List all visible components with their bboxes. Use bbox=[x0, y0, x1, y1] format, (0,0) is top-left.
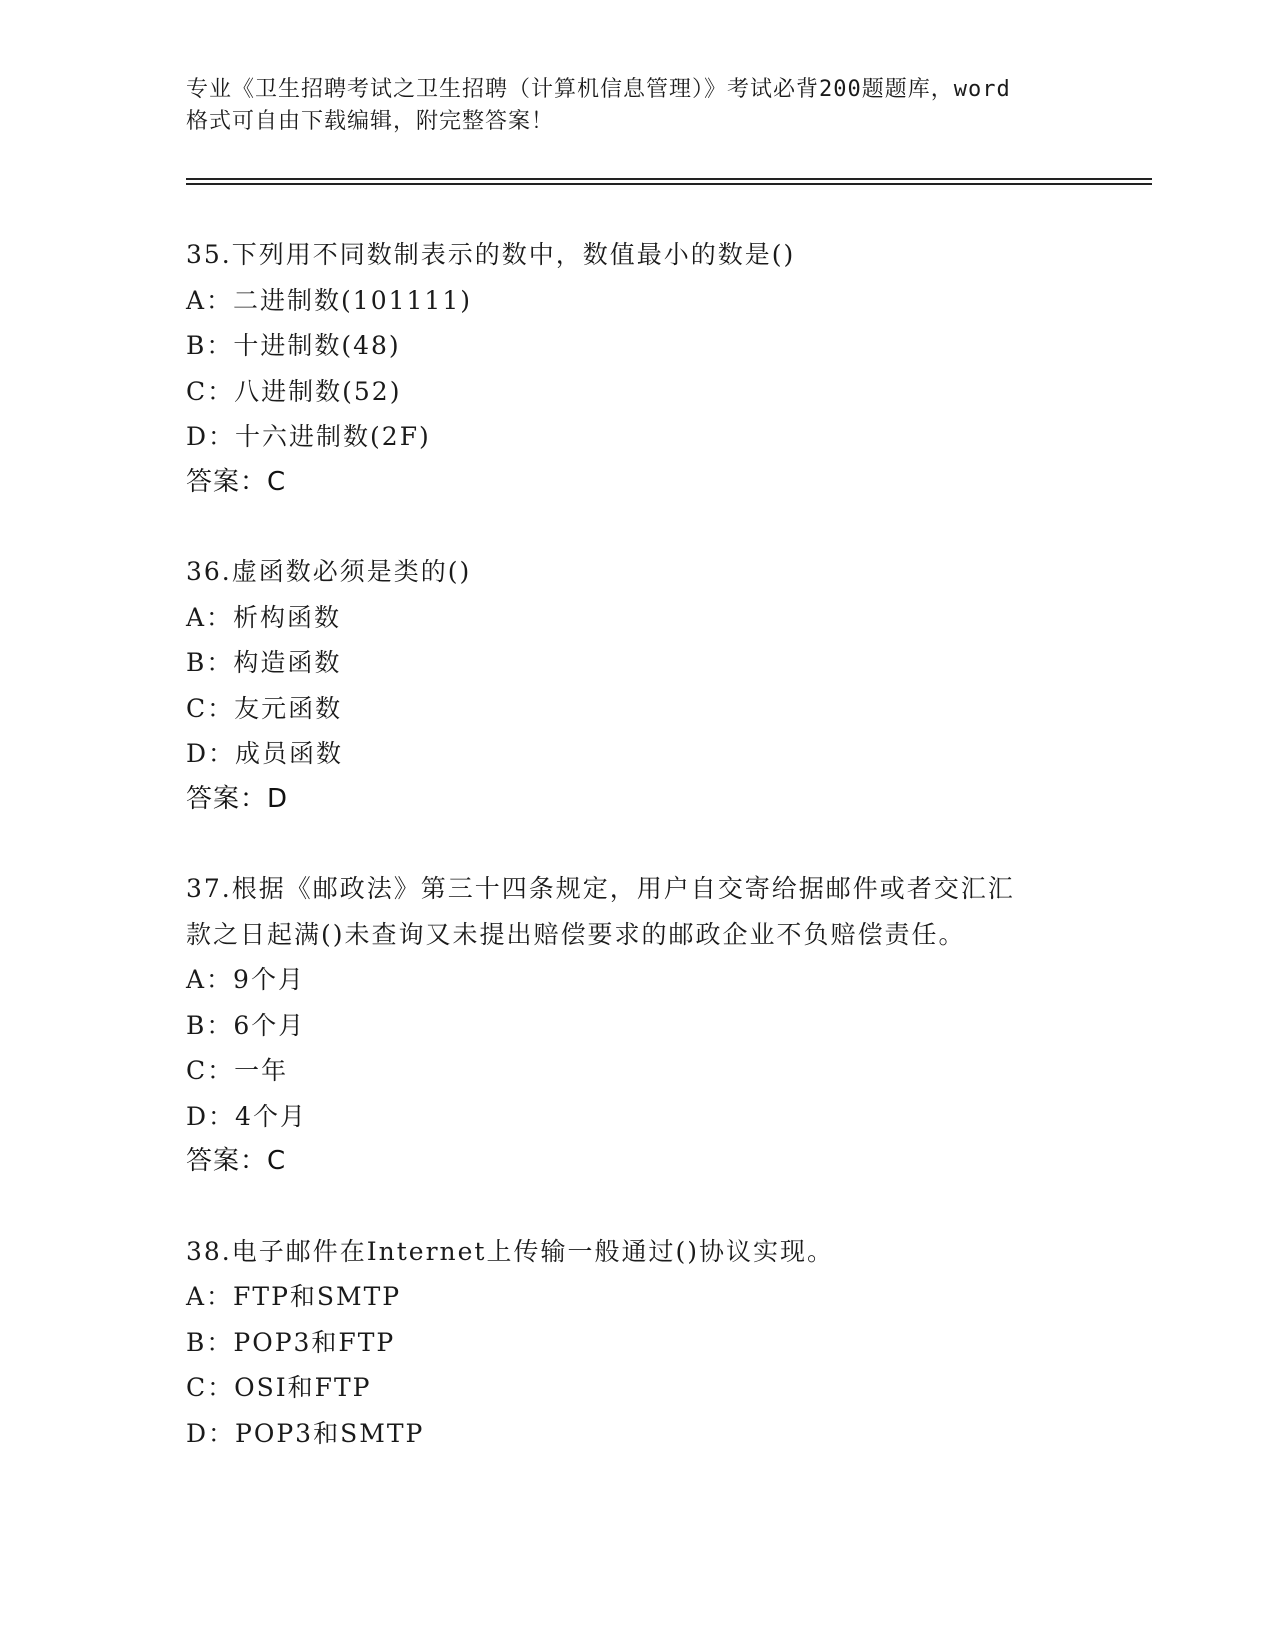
question-36 bbox=[186, 549, 1086, 822]
option-b: B：6个月 bbox=[186, 1010, 306, 1040]
option-a: A：FTP和SMTP bbox=[186, 1282, 402, 1311]
option-a: A：9个月 bbox=[186, 965, 305, 994]
option-d: D：十六进制数(2F) bbox=[186, 422, 431, 451]
header-divider-top bbox=[186, 178, 1152, 180]
header-line-1: 专业《卫生招聘考试之卫生招聘（计算机信息管理）》考试必背200题题库，word bbox=[186, 77, 1011, 102]
question-stem-line-2: 款之日起满()未查询又未提出赔偿要求的邮政企业不负赔偿责任。 bbox=[186, 919, 966, 949]
header-divider-bottom bbox=[186, 183, 1152, 185]
option-c: C：一年 bbox=[186, 1056, 289, 1085]
option-d: D：4个月 bbox=[186, 1101, 307, 1131]
answer-label: 答案：C bbox=[186, 1146, 287, 1176]
option-d: D：成员函数 bbox=[186, 739, 344, 768]
question-list bbox=[186, 232, 1086, 1456]
option-d: D：POP3和SMTP bbox=[186, 1418, 425, 1448]
answer-label: 答案：D bbox=[186, 783, 289, 814]
option-b: B：十进制数(48) bbox=[186, 331, 401, 360]
document-header bbox=[186, 74, 1086, 138]
question-37 bbox=[186, 866, 1086, 1185]
question-stem-line-1: 37.根据《邮政法》第三十四条规定，用户自交寄给据邮件或者交汇汇 bbox=[186, 874, 1015, 903]
option-a: A：二进制数(101111) bbox=[186, 285, 472, 315]
option-c: C：八进制数(52) bbox=[186, 376, 402, 406]
option-a: A：析构函数 bbox=[186, 602, 342, 632]
option-b: B：构造函数 bbox=[186, 648, 342, 677]
answer-label: 答案：C bbox=[186, 466, 287, 497]
question-stem: 38.电子邮件在Internet上传输一般通过()协议实现。 bbox=[186, 1236, 834, 1266]
question-38 bbox=[186, 1229, 1086, 1457]
question-stem: 36.虚函数必须是类的() bbox=[186, 557, 472, 586]
option-c: C：OSI和FTP bbox=[186, 1373, 372, 1402]
question-stem: 35.下列用不同数制表示的数中，数值最小的数是() bbox=[186, 240, 796, 269]
option-b: B：POP3和FTP bbox=[186, 1327, 396, 1357]
option-c: C：友元函数 bbox=[186, 693, 343, 723]
question-35 bbox=[186, 232, 1086, 505]
header-line-2: 格式可自由下载编辑，附完整答案！ bbox=[186, 109, 555, 134]
